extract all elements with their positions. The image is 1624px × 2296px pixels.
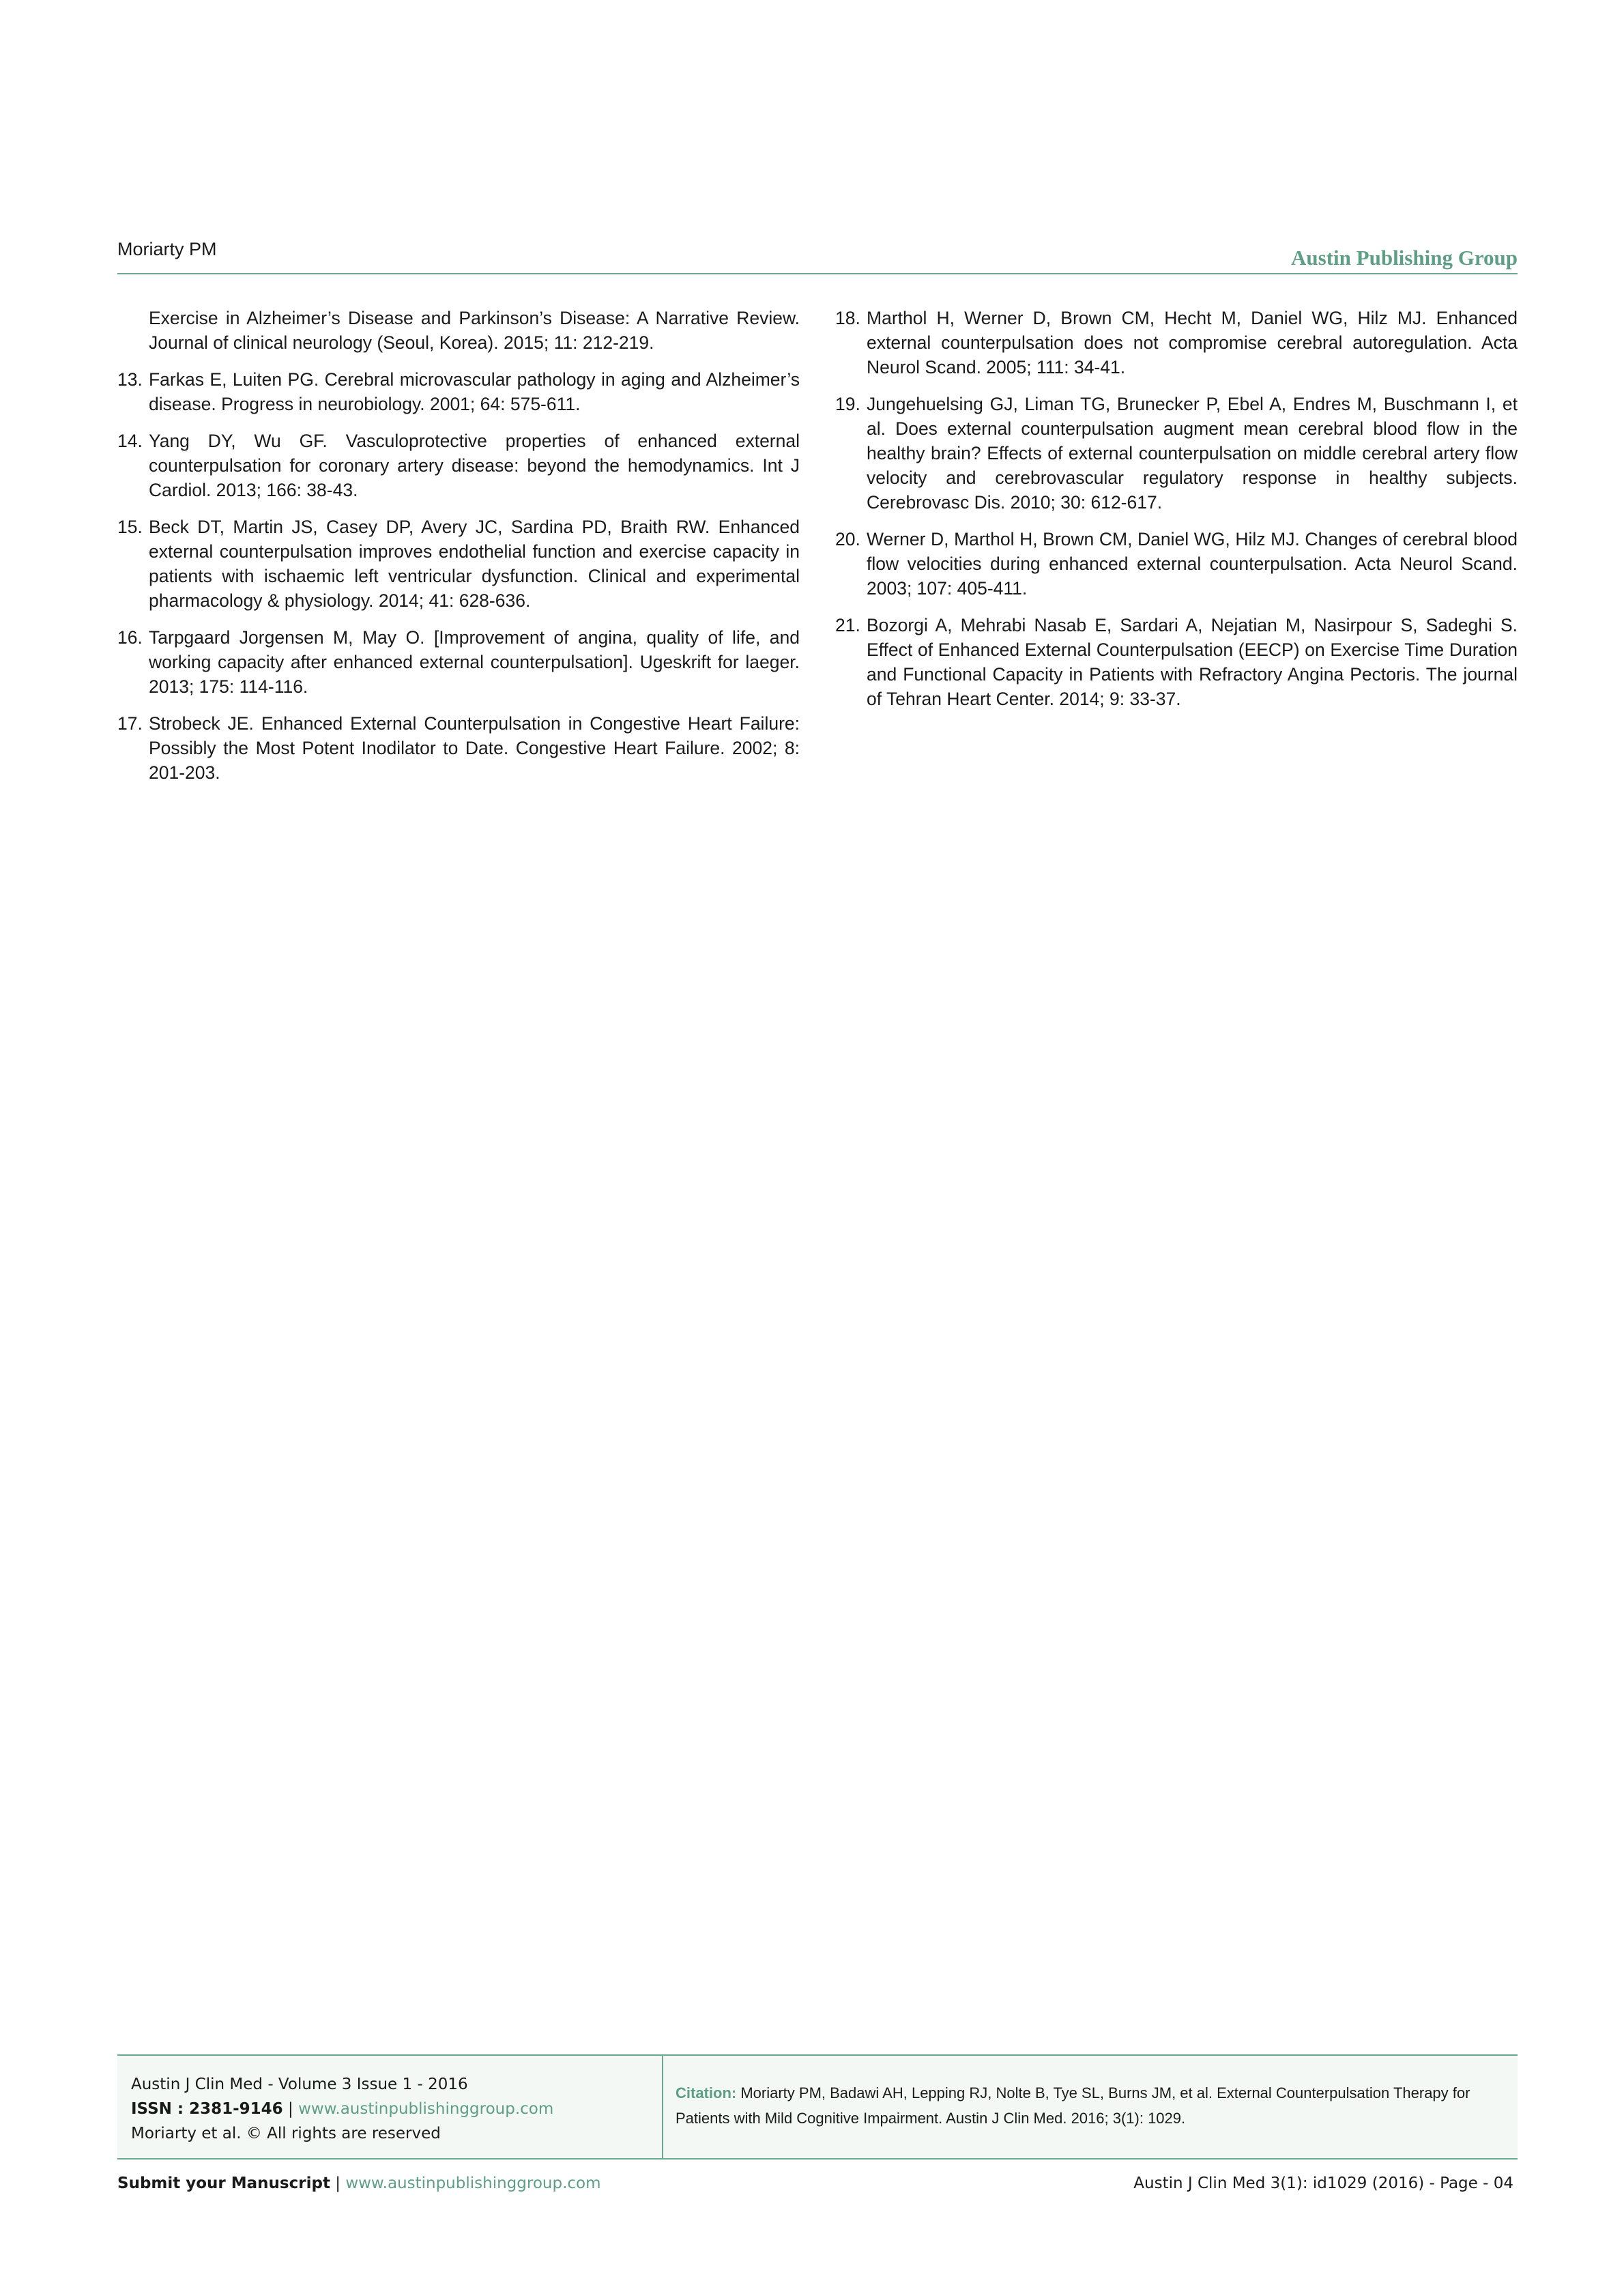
reference-item: [835, 306, 1518, 379]
issn-line: [131, 2097, 662, 2121]
copyright-line: Moriarty et al. © All rights are reserved: [131, 2125, 441, 2142]
references-right-column: [835, 306, 1518, 723]
reference-item: [117, 625, 800, 699]
reference-item: [117, 367, 800, 416]
submit-manuscript: [117, 2175, 601, 2192]
reference-number: 21.: [835, 615, 860, 635]
page-footer: [117, 2175, 1518, 2202]
submit-label[interactable]: Submit your Manuscript: [117, 2175, 330, 2192]
citation-label: Citation:: [676, 2084, 737, 2101]
reference-text: Exercise in Alzheimer’s Disease and Parkinson’s Disease: A Narrative Review. Journal of clinical neurology (Seoul, Korea). 2015; 11: 212-219.: [149, 308, 800, 353]
submit-website-link[interactable]: www.austinpublishinggroup.com: [345, 2175, 601, 2192]
reference-number: 16.: [117, 627, 143, 648]
reference-text: Yang DY, Wu GF. Vasculoprotective properties of enhanced external counterpulsation for coronary artery disease: beyond the hemodynamics. Int J Cardiol. 2013; 166: 38-43.: [149, 431, 800, 500]
reference-number: 17.: [117, 713, 143, 734]
issn-label: ISSN : 2381-9146: [131, 2100, 283, 2118]
citation-text: Moriarty PM, Badawi AH, Lepping RJ, Nolte B, Tye SL, Burns JM, et al. External Counterpulsation Therapy for Patients with Mild Cognitive Impairment. Austin J Clin Med. 2016; 3(1): 1029.: [676, 2084, 1470, 2127]
reference-item: [835, 613, 1518, 711]
references-left-column: [117, 306, 800, 797]
reference-text: Beck DT, Martin JS, Casey DP, Avery JC, Sardina PD, Braith RW. Enhanced external counterpulsation improves endothelial function and exercise capacity in patients with ischaemic left ventricular dysfunction. Clinical and experimental pharmacology & physiology. 2014; 41: 628-636.: [149, 517, 800, 611]
reference-number: 19.: [835, 394, 860, 414]
issn-separator: |: [288, 2100, 293, 2118]
journal-info: [117, 2056, 663, 2158]
page-info: Austin J Clin Med 3(1): id1029 (2016) - Page - 04: [1133, 2175, 1513, 2192]
citation-block: [663, 2056, 1518, 2158]
running-author: Moriarty PM: [117, 239, 217, 259]
website-link[interactable]: www.austinpublishinggroup.com: [298, 2100, 554, 2118]
reference-number: 13.: [117, 369, 143, 390]
reference-text: Jungehuelsing GJ, Liman TG, Brunecker P, Ebel A, Endres M, Buschmann I, et al. Does external counterpulsation augment mean cerebral blood flow in the healthy brain? Effects of external counterpulsation on middle cerebral artery flow velocity and cerebrovascular regulatory response in healthy subjects. Cerebrovasc Dis. 2010; 30: 612-617.: [867, 394, 1518, 513]
reference-text: Tarpgaard Jorgensen M, May O. [Improvement of angina, quality of life, and working capacity after enhanced external counterpulsation]. Ugeskrift for laeger. 2013; 175: 114-116.: [149, 627, 800, 697]
reference-number: 14.: [117, 431, 143, 451]
reference-item: [117, 429, 800, 502]
reference-text: Strobeck JE. Enhanced External Counterpulsation in Congestive Heart Failure: Possibly the Most Potent Inodilator to Date. Congestive Heart Failure. 2002; 8: 201-203.: [149, 713, 800, 783]
reference-number: 15.: [117, 517, 143, 537]
reference-text: Farkas E, Luiten PG. Cerebral microvascular pathology in aging and Alzheimer’s disease. Progress in neurobiology. 2001; 64: 575-611.: [149, 369, 800, 414]
reference-text: Bozorgi A, Mehrabi Nasab E, Sardari A, Nejatian M, Nasirpour S, Sadeghi S. Effect of Enhanced External Counterpulsation (EECP) on Exercise Time Duration and Functional Capacity in Patients with Refractory Angina Pectoris. The journal of Tehran Heart Center. 2014; 9: 33-37.: [867, 615, 1518, 709]
reference-text: Marthol H, Werner D, Brown CM, Hecht M, Daniel WG, Hilz MJ. Enhanced external counterpulsation does not compromise cerebral autoregulation. Acta Neurol Scand. 2005; 111: 34-41.: [867, 308, 1518, 377]
reference-item: [117, 515, 800, 613]
page-header: [117, 236, 1518, 274]
reference-number: 20.: [835, 529, 860, 549]
reference-item: [117, 306, 800, 355]
submit-separator: |: [335, 2175, 340, 2192]
journal-volume-line: Austin J Clin Med - Volume 3 Issue 1 - 2016: [131, 2076, 468, 2093]
publisher-name: Austin Publishing Group: [1291, 246, 1518, 270]
reference-text: Werner D, Marthol H, Brown CM, Daniel WG, Hilz MJ. Changes of cerebral blood flow velocities during enhanced external counterpulsation. Acta Neurol Scand. 2003; 107: 405-411.: [867, 529, 1518, 599]
reference-item: [117, 711, 800, 785]
reference-item: [835, 527, 1518, 601]
reference-item: [835, 392, 1518, 515]
reference-number: 18.: [835, 308, 860, 328]
footer-info-box: [117, 2054, 1518, 2159]
